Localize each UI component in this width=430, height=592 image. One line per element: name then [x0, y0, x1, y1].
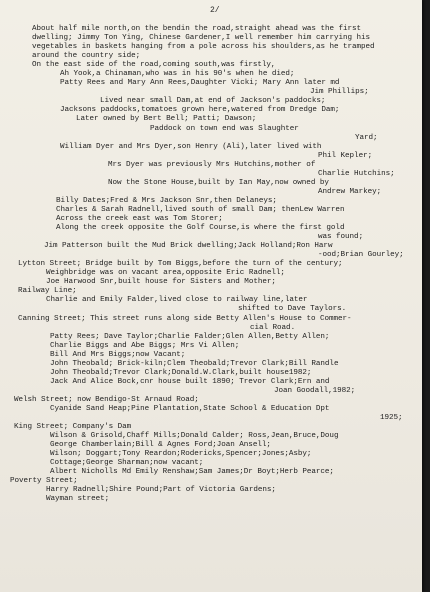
- text-line: Charlie and Emily Falder,lived close to railway line,later: [46, 296, 308, 305]
- page-number: 2/: [210, 6, 220, 15]
- text-line: Weighbridge was on vacant area,opposite Eric Radnell;: [46, 269, 285, 278]
- text-line: On the east side of the road,coming south,was firstly,: [32, 61, 276, 70]
- text-line: Bill And Mrs Biggs;now Vacant;: [50, 350, 186, 359]
- text-line: King Street; Company's Dam: [14, 423, 132, 432]
- text-line: was found;: [318, 233, 364, 242]
- text-line: Patty Rees and Mary Ann Rees,Daughter Vicki; Mary Ann later md: [60, 79, 340, 88]
- text-line: Later owned by Bert Bell; Patti; Dawson;: [76, 115, 257, 124]
- text-line: Wilson & Grisold,Chaff Mills;Donald Calder; Ross,Jean,Bruce,Doug: [50, 432, 339, 441]
- text-line: Joan Goodall,1982;: [274, 386, 356, 395]
- text-line: John Theobald;Trevor Clark;Donald.W.Clark,built house1982;: [50, 368, 312, 377]
- text-line: Andrew Markey;: [318, 187, 382, 196]
- text-line: Yard;: [355, 133, 378, 142]
- text-line: Patty Rees; Dave Taylor;Charlie Falder;Glen Allen,Betty Allen;: [50, 332, 330, 341]
- text-line: Charles & Sarah Radnell,lived south of small Dam; thenLew Warren: [56, 205, 345, 214]
- text-line: Across the creek east was Tom Storer;: [56, 214, 223, 223]
- text-line: Paddock on town end was Slaughter: [150, 124, 299, 133]
- text-line: Ah Yook,a Chinaman,who was in his 90's when he died;: [60, 70, 295, 79]
- text-line: William Dyer and Mrs Dyer,son Henry (Ali),later lived with: [60, 142, 322, 151]
- text-line: Jacksons paddocks,tomatoes grown here,watered from Dredge Dam;: [60, 106, 340, 115]
- text-line: cial Road.: [250, 323, 296, 332]
- text-line: About half mile north,on the bendin the road,straight ahead was the first: [32, 25, 362, 33]
- text-line: 1925;: [380, 414, 403, 423]
- text-line: Joe Harwood Snr,built house for Sisters and Mother;: [46, 278, 276, 287]
- text-line: John Theobald; Brick-kiln;Clem Theobald;Trevor Clark;Bill Randle: [50, 359, 339, 368]
- text-line: Welsh Street; now Bendigo-St Arnaud Road;: [14, 395, 199, 404]
- text-line: Billy Dates;Fred & Mrs Jackson Snr,then Delaneys;: [56, 196, 277, 205]
- text-line: Cottage;George Sharman;now vacant;: [50, 459, 204, 468]
- text-line: Railway Line;: [18, 287, 77, 296]
- text-line: Jack And Alice Bock,cnr house built 1890; Trevor Clark;Ern and: [50, 377, 330, 386]
- text-line: Harry Radnell;Shire Pound;Part of Victoria Gardens;: [46, 486, 276, 495]
- text-line: Poverty Street;: [10, 477, 78, 486]
- text-line: Jim Phillips;: [310, 88, 369, 97]
- text-line: Mrs Dyer was previously Mrs Hutchins,mother of: [108, 160, 316, 169]
- text-line: Cyanide Sand Heap;Pine Plantation,State School & Education Dpt: [50, 404, 330, 413]
- text-line: George Chamberlain;Bill & Agnes Ford;Joan Ansell;: [50, 441, 271, 450]
- text-line: Along the creek opposite the Golf Course,is where the first gold: [56, 224, 345, 233]
- text-line: around the country side;: [32, 52, 141, 61]
- text-line: Jim Patterson built the Mud Brick dwelling;Jack Holland;Ron Harw: [44, 242, 333, 251]
- text-line: Lytton Street; Bridge built by Tom Biggs,before the turn of the century;: [18, 260, 343, 269]
- text-line: Charlie Hutchins;: [318, 169, 395, 178]
- text-line: Charlie Biggs and Abe Biggs; Mrs Vi Allen;: [50, 341, 240, 350]
- text-line: Canning Street; This street runs along side Betty Allen's House to Commer-: [18, 314, 352, 323]
- text-line: Now the Stone House,built by Ian May,now owned by: [108, 178, 329, 187]
- text-line: Wilson; Doggart;Tony Reardon;Rodericks,Spencer;Jones;Asby;: [50, 450, 312, 459]
- text-line: Albert Nicholls Md Emily Renshaw;Sam James;Dr Boyt;Herb Pearce;: [50, 468, 334, 477]
- text-line: vegetables in baskets hanging from a pole across his shoulders,as he tramped: [32, 43, 375, 52]
- text-line: -ood;Brian Gourley;: [318, 251, 404, 260]
- text-line: dwelling; Jimmy Ton Ying, Chinese Gardener,I well remember him carrying his: [32, 34, 371, 43]
- text-line: Wayman street;: [46, 495, 110, 504]
- typed-text-body: [0, 25, 422, 504]
- text-line: Phil Kepler;: [318, 151, 373, 160]
- text-line: Lived near small Dam,at end of Jackson's paddocks;: [100, 97, 326, 106]
- text-line: shifted to Dave Taylors.: [238, 305, 347, 314]
